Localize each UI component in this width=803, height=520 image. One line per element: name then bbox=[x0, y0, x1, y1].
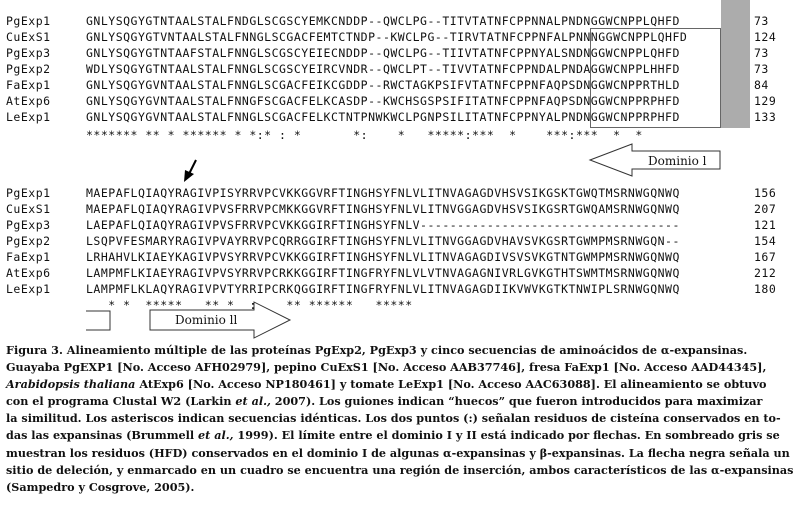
sequence-name: FaExp1 bbox=[6, 250, 51, 264]
residue-count: 133 bbox=[754, 110, 777, 124]
residue-count: 207 bbox=[754, 202, 777, 216]
sequence-name: AtExp6 bbox=[6, 266, 51, 280]
sequence-name: CuExS1 bbox=[6, 202, 51, 216]
alignment-row bbox=[0, 202, 803, 216]
residue-count: 129 bbox=[754, 94, 777, 108]
caption-line bbox=[6, 393, 796, 410]
domain-one-label: Dominio l bbox=[648, 154, 707, 168]
sequence: GNLYSQGYGVNTAALSTALFNNGLSCGACFELKCTNTPNWKWCLPGNPSILITATNFCPPNYALPNDNGGWCNPPRPHFD bbox=[86, 110, 680, 124]
caption-text: con el programa Clustal W2 (Larkin bbox=[6, 394, 236, 409]
residue-count: 156 bbox=[754, 186, 777, 200]
caption-line bbox=[6, 410, 796, 427]
residue-count: 73 bbox=[754, 46, 769, 60]
caption-text: 2007). Los guiones indican “huecos” que fueron introducidos para maximizar bbox=[270, 394, 763, 409]
sequence: LRHAHVLKIAEYKAGIVPVSYRRVPCVKKGGIRFTINGHSYFNLVLITNVAGAGDIVSVSVKGTNTGWMPMSRNWGQNWQ bbox=[86, 250, 680, 264]
sequence: MAEPAFLQIAQYRAGIVPISYRRVPCVKKGGVRFTINGHSYFNLVLITNVAGAGDVHSVSIKGSKTGWQTMSRNWGQNWQ bbox=[86, 186, 680, 200]
deletion-arrow-head bbox=[184, 170, 194, 182]
caption-line bbox=[6, 445, 796, 462]
residue-count: 121 bbox=[754, 218, 777, 232]
caption-line bbox=[6, 427, 796, 444]
caption-text: la similitud. Los asteriscos indican secuencias idénticas. Los dos puntos (:) señalan residuos de cisteína conservados en to- bbox=[6, 411, 781, 426]
caption-text: (Sampedro y Cosgrove, 2005). bbox=[6, 479, 195, 494]
caption-text: das las expansinas (Brummell bbox=[6, 428, 199, 443]
alignment-row bbox=[0, 186, 803, 200]
sequence: LAEPAFLQIAQYRAGIVPVSFRRVPCVKKGGIRFTINGHSYFNLV----------------------------------- bbox=[86, 218, 680, 232]
sequence: WDLYSQGYGTNTAALSTALFNNGLSCGSCYEIRCVNDR--QWCLPT--TIVVTATNFCPPNDALPNDAGGWCNPPLHHFD bbox=[86, 62, 680, 76]
caption-text: AtExp6 [No. Acceso NP180461] y tomate LeExp1 [No. Acceso AAC63088]. El alineamiento se obtuvo bbox=[135, 377, 767, 392]
residue-count: 212 bbox=[754, 266, 777, 280]
alignment-row bbox=[0, 250, 803, 264]
sequence: MAEPAFLQIAQYRAGIVPVSFRRVPCMKKGGVRFTINGHSYFNLVLITNVGGAGDVHSVSIKGSRTGWQAMSRNWGQNWQ bbox=[86, 202, 680, 216]
sequence-name: PgExp1 bbox=[6, 186, 51, 200]
caption-line bbox=[6, 376, 796, 393]
residue-count: 167 bbox=[754, 250, 777, 264]
residue-count: 180 bbox=[754, 282, 777, 296]
figure-caption bbox=[6, 342, 796, 496]
sequence-name: LeExp1 bbox=[6, 110, 51, 124]
sequence-name: PgExp2 bbox=[6, 62, 51, 76]
deletion-arrow bbox=[189, 160, 196, 174]
caption-text: sitio de deleción, y enmarcado en un cuadro se encuentra una región de inserción, ambos característicos de las α-expansinas bbox=[6, 462, 794, 477]
residue-count: 73 bbox=[754, 14, 769, 28]
sequence-name: PgExp2 bbox=[6, 234, 51, 248]
domain-two-left-bracket bbox=[86, 311, 110, 330]
residue-count: 73 bbox=[754, 62, 769, 76]
residue-count: 154 bbox=[754, 234, 777, 248]
sequence-name: LeExp1 bbox=[6, 282, 51, 296]
alignment-row bbox=[0, 266, 803, 280]
sequence: GNLYSQGYGTNTAALSTALFNDGLSCGSCYEMKCNDDP--QWCLPG--TITVTATNFCPPNNALPNDNGGWCNPPLQHFD bbox=[86, 14, 680, 28]
caption-text: Guayaba PgEXP1 [No. Acceso AFH02979], pepino CuExS1 [No. Acceso AAB37746], fresa FaExp1 [No. Acceso AAD44345], bbox=[6, 360, 767, 375]
caption-text: muestran los residuos (HFD) conservados en el dominio I de algunas α-expansinas y β-expansinas. La flecha negra señala un bbox=[6, 445, 790, 460]
sequence: GNLYSQGYGTVNTAALSTALFNNGLSCGACFEMTCTNDP--KWCLPG--TIRVTATNFCPPNFALPNNNGGWCNPPLQHFD bbox=[86, 30, 688, 44]
sequence: GNLYSQGYGVNTAALSTALFNNGLSCGACFEIKCGDDP--RWCTAGKPSIFVTATNFCPPNFAQPSDNGGWCNPPRTHLD bbox=[86, 78, 680, 92]
caption-line bbox=[6, 359, 796, 376]
sequence-name: CuExS1 bbox=[6, 30, 51, 44]
alignment-row bbox=[0, 282, 803, 296]
caption-species: Arabidopsis thaliana bbox=[6, 377, 136, 392]
consensus-line: ******* ** * ****** * *:* : * *: * *****:*** * ***:*** * * bbox=[86, 128, 643, 142]
sequence-name: PgExp1 bbox=[6, 14, 51, 28]
sequence: GNLYSQGYGTNTAAFSTALFNNGLSCGSCYEIECNDDP--QWCLPG--TIIVTATNFCPPNYALSNDNGGWCNPPLQHFD bbox=[86, 46, 680, 60]
caption-etal: et al., bbox=[235, 394, 271, 409]
sequence-name: PgExp3 bbox=[6, 46, 51, 60]
sequence: LSQPVFESMARYRAGIVPVAYRRVPCQRRGGIRFTINGHSYFNLVLITNVGGAGDVHAVSVKGSRTGWMPMSRNWGQN-- bbox=[86, 234, 680, 248]
residue-count: 124 bbox=[754, 30, 777, 44]
sequence: GNLYSQGYGVNTAALSTALFNNGFSCGACFELKCASDP--KWCHSGSPSIFITATNFCPPNFAQPSDNGGWCNPPRPHFD bbox=[86, 94, 680, 108]
alignment-row bbox=[0, 234, 803, 248]
domain-two-label: Dominio ll bbox=[175, 313, 238, 327]
consensus-line: * * ***** ** * : ** ****** ***** bbox=[86, 298, 413, 312]
caption-line bbox=[6, 342, 796, 359]
caption-text: 1999). El límite entre el dominio I y II está indicado por flechas. En sombreado gris se bbox=[233, 428, 780, 443]
sequence-name: FaExp1 bbox=[6, 78, 51, 92]
alignment-row bbox=[0, 218, 803, 232]
sequence: LAMPMFLKLAQYRAGIVPVTYRRIPCRKQGGIRFTINGFRYFNLVLITNVAGAGDIIKVWVKGTKTNWIPLSRNWGQNWQ bbox=[86, 282, 680, 296]
sequence-name: AtExp6 bbox=[6, 94, 51, 108]
sequence: LAMPMFLKIAEYRAGIVPVSYRRVPCRKKGGIRFTINGFRYFNLVLVTNVAGAGNIVRLGVKGTHTSWMTMSRNWGQNWQ bbox=[86, 266, 680, 280]
caption-etal: et al., bbox=[198, 428, 234, 443]
caption-title: Figura 3. Alineamiento múltiple de las proteínas PgExp2, PgExp3 y cinco secuencias de aminoácidos de α-expansinas. bbox=[6, 343, 748, 357]
caption-line bbox=[6, 479, 796, 496]
residue-count: 84 bbox=[754, 78, 769, 92]
caption-line bbox=[6, 462, 796, 479]
sequence-name: PgExp3 bbox=[6, 218, 51, 232]
